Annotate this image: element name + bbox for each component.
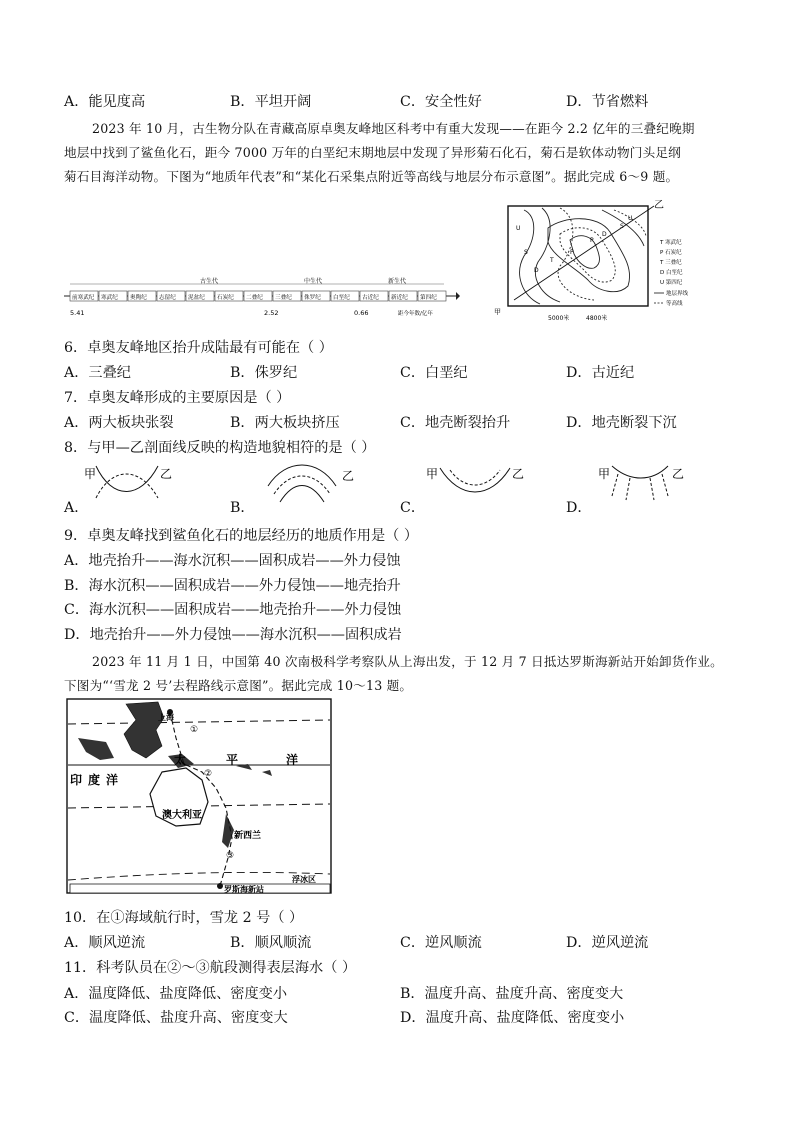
q9-option-a: A．地壳抬升——海水沉积——固积成岩——外力侵蚀 — [64, 553, 401, 569]
q6-option-a: A．三叠纪 — [64, 365, 131, 381]
q8-diagram-d — [596, 460, 706, 504]
svg-text:U: U — [516, 225, 521, 232]
q7-option-b: B．两大板块挤压 — [230, 415, 340, 431]
q11-option-c: C．温度降低、盐度升高、密度变大 — [64, 1010, 288, 1026]
svg-text:U 第四纪: U 第四纪 — [660, 280, 683, 286]
contour-5000: 5000米 — [548, 315, 570, 322]
intro1-line-3: 菊石目海洋动物。下图为“地质年代表”和“某化石采集点附近等高线与地层分布示意图”。据此完成 6～9 题。 — [64, 169, 679, 184]
period-label: 泥盆纪 — [188, 295, 205, 301]
svg-text:印: 印 — [70, 773, 83, 787]
q6-option-d: D．古近纪 — [566, 365, 635, 381]
svg-text:U: U — [628, 215, 633, 222]
period-label: 侏罗纪 — [304, 295, 321, 301]
intro1-line-2: 地层中找到了鲨鱼化石，距今 7000 万年的白垩纪末期地层中发现了异形菊石化石，菊石是软体动物门头足纲 — [64, 145, 681, 160]
period-label: 奥陶纪 — [130, 295, 147, 301]
q6-option-b: B．侏罗纪 — [230, 365, 298, 381]
value-252: 2.52 — [264, 309, 279, 317]
timeline-axis-label: 距今年数/亿年 — [398, 311, 433, 317]
q11-option-b: B．温度升高、盐度升高、密度变大 — [400, 986, 624, 1002]
period-label: 前寒武纪 — [72, 295, 95, 301]
svg-text:D: D — [602, 231, 607, 238]
q10-stem: 10．在①海域航行时，雪龙 2 号（ ） — [64, 910, 304, 926]
era-paleozoic: 古生代 — [200, 278, 219, 285]
svg-text:洋: 洋 — [106, 773, 119, 787]
q10-option-b: B．顺风顺流 — [230, 935, 312, 951]
q10-option-d: D．逆风逆流 — [566, 935, 649, 951]
q7-option-c: C．地壳断裂抬升 — [400, 415, 511, 431]
svg-text:太: 太 — [174, 753, 187, 767]
svg-text:乙: 乙 — [512, 467, 525, 481]
svg-text:T 三叠纪: T 三叠纪 — [660, 260, 682, 266]
label-shanghai: 上海 — [158, 713, 174, 722]
svg-text:甲: 甲 — [598, 467, 611, 481]
period-label: 二叠纪 — [246, 295, 263, 301]
q10-option-c: C．逆风顺流 — [400, 935, 482, 951]
q8-option-a: A． — [64, 500, 89, 516]
contour-4800: 4800米 — [586, 315, 608, 322]
marker-3: ③ — [226, 851, 235, 861]
q8-option-d: D． — [566, 500, 592, 516]
value-066: 0.66 — [354, 309, 369, 317]
q8-option-c: C． — [400, 500, 426, 516]
svg-text:洋: 洋 — [286, 753, 299, 767]
era-mesozoic: 中生代 — [304, 278, 323, 285]
marker-2: ② — [204, 769, 213, 779]
svg-text:T: T — [550, 257, 554, 264]
corner-jia: 甲 — [494, 308, 501, 316]
svg-text:平: 平 — [226, 753, 239, 767]
q9-option-c: C．海水沉积——固积成岩——地壳抬升——外力侵蚀 — [64, 602, 402, 618]
svg-text:乙: 乙 — [342, 469, 355, 483]
value-541: 5.41 — [70, 309, 85, 317]
q8-diagram-b — [262, 460, 362, 504]
svg-text:P: P — [590, 237, 594, 244]
period-label: 第四纪 — [420, 295, 437, 301]
svg-text:度: 度 — [88, 773, 101, 787]
svg-text:等高线: 等高线 — [666, 301, 683, 307]
q8-stem: 8．与甲—乙剖面线反映的构造地貌相符的是（ ） — [64, 440, 376, 456]
q6-option-c: C．白垩纪 — [400, 365, 468, 381]
q11-option-a: A．温度降低、盐度降低、密度变小 — [64, 986, 288, 1002]
svg-text:甲: 甲 — [84, 467, 97, 481]
marker-1: ① — [190, 725, 199, 735]
q6-stem: 6．卓奥友峰地区抬升成陆最有可能在（ ） — [64, 340, 333, 356]
contour-strata-map — [494, 196, 704, 324]
corner-yi: 乙 — [654, 200, 664, 211]
geologic-timeline-figure — [64, 274, 460, 324]
q5-option-d: D．节省燃料 — [566, 94, 649, 110]
q11-stem: 11．科考队员在②～③航段测得表层海水（ ） — [64, 960, 357, 976]
q5-option-a: A．能见度高 — [64, 94, 146, 110]
label-ross-sea-station: 罗斯海新站 — [224, 885, 264, 894]
label-new-zealand: 新西兰 — [234, 831, 262, 841]
q9-stem: 9．卓奥友峰找到鲨鱼化石的地层经历的地质作用是（ ） — [64, 528, 419, 544]
label-ice-zone: 浮冰区 — [292, 875, 316, 884]
q9-option-b: B．海水沉积——固积成岩——外力侵蚀——地壳抬升 — [64, 578, 401, 594]
label-australia: 澳大利亚 — [162, 810, 202, 821]
intro2-line-1: 2023 年 11 月 1 日，中国第 40 次南极科学考察队从上海出发，于 12 月 7 日抵达罗斯海新站开始卸货作业。 — [92, 654, 723, 669]
svg-text:S: S — [620, 223, 624, 230]
q10-option-a: A．顺风逆流 — [64, 935, 146, 951]
period-label: 寒武纪 — [101, 295, 118, 301]
q8-option-b: B． — [230, 500, 255, 516]
period-label: 志留纪 — [159, 295, 176, 301]
q8-diagram-c — [424, 460, 534, 504]
q5-option-c: C．安全性好 — [400, 94, 482, 110]
q7-stem: 7．卓奥友峰形成的主要原因是（ ） — [64, 390, 291, 406]
q9-option-d: D．地壳抬升——外力侵蚀——海水沉积——固积成岩 — [64, 627, 402, 643]
svg-text:D: D — [534, 267, 539, 274]
svg-text:乙: 乙 — [672, 467, 685, 481]
q11-option-d: D．温度升高、盐度降低、密度变小 — [400, 1010, 625, 1026]
period-label: 石炭纪 — [217, 295, 234, 301]
period-label: 三叠纪 — [275, 295, 292, 301]
svg-text:地层界线: 地层界线 — [666, 291, 689, 297]
svg-text:T 寒武纪: T 寒武纪 — [660, 240, 682, 246]
svg-text:D 白垩纪: D 白垩纪 — [660, 270, 683, 276]
q5-option-b: B．平坦开阔 — [230, 94, 312, 110]
svg-text:乙: 乙 — [160, 467, 173, 481]
period-label: 新近纪 — [391, 295, 408, 301]
era-cenozoic: 新生代 — [388, 278, 407, 285]
svg-text:P 石炭纪: P 石炭纪 — [660, 250, 682, 256]
timeline-periods — [70, 291, 446, 301]
q7-option-a: A．两大板块张裂 — [64, 415, 174, 431]
q7-option-d: D．地壳断裂下沉 — [566, 415, 677, 431]
period-label: 白垩纪 — [333, 295, 350, 301]
intro1-line-1: 2023 年 10 月，古生物分队在青藏高原卓奥友峰地区科考中有重大发现——在距今 2.2 亿年的三叠纪晚期 — [92, 121, 695, 136]
svg-text:P: P — [570, 249, 574, 256]
q8-diagram-a — [82, 460, 182, 504]
period-label: 古近纪 — [362, 295, 379, 301]
svg-text:S: S — [524, 249, 528, 256]
svg-text:甲: 甲 — [426, 467, 439, 481]
intro2-line-2: 下图为“‘雪龙 2 号’去程路线示意图”。据此完成 10～13 题。 — [64, 678, 413, 693]
route-map — [66, 698, 334, 896]
